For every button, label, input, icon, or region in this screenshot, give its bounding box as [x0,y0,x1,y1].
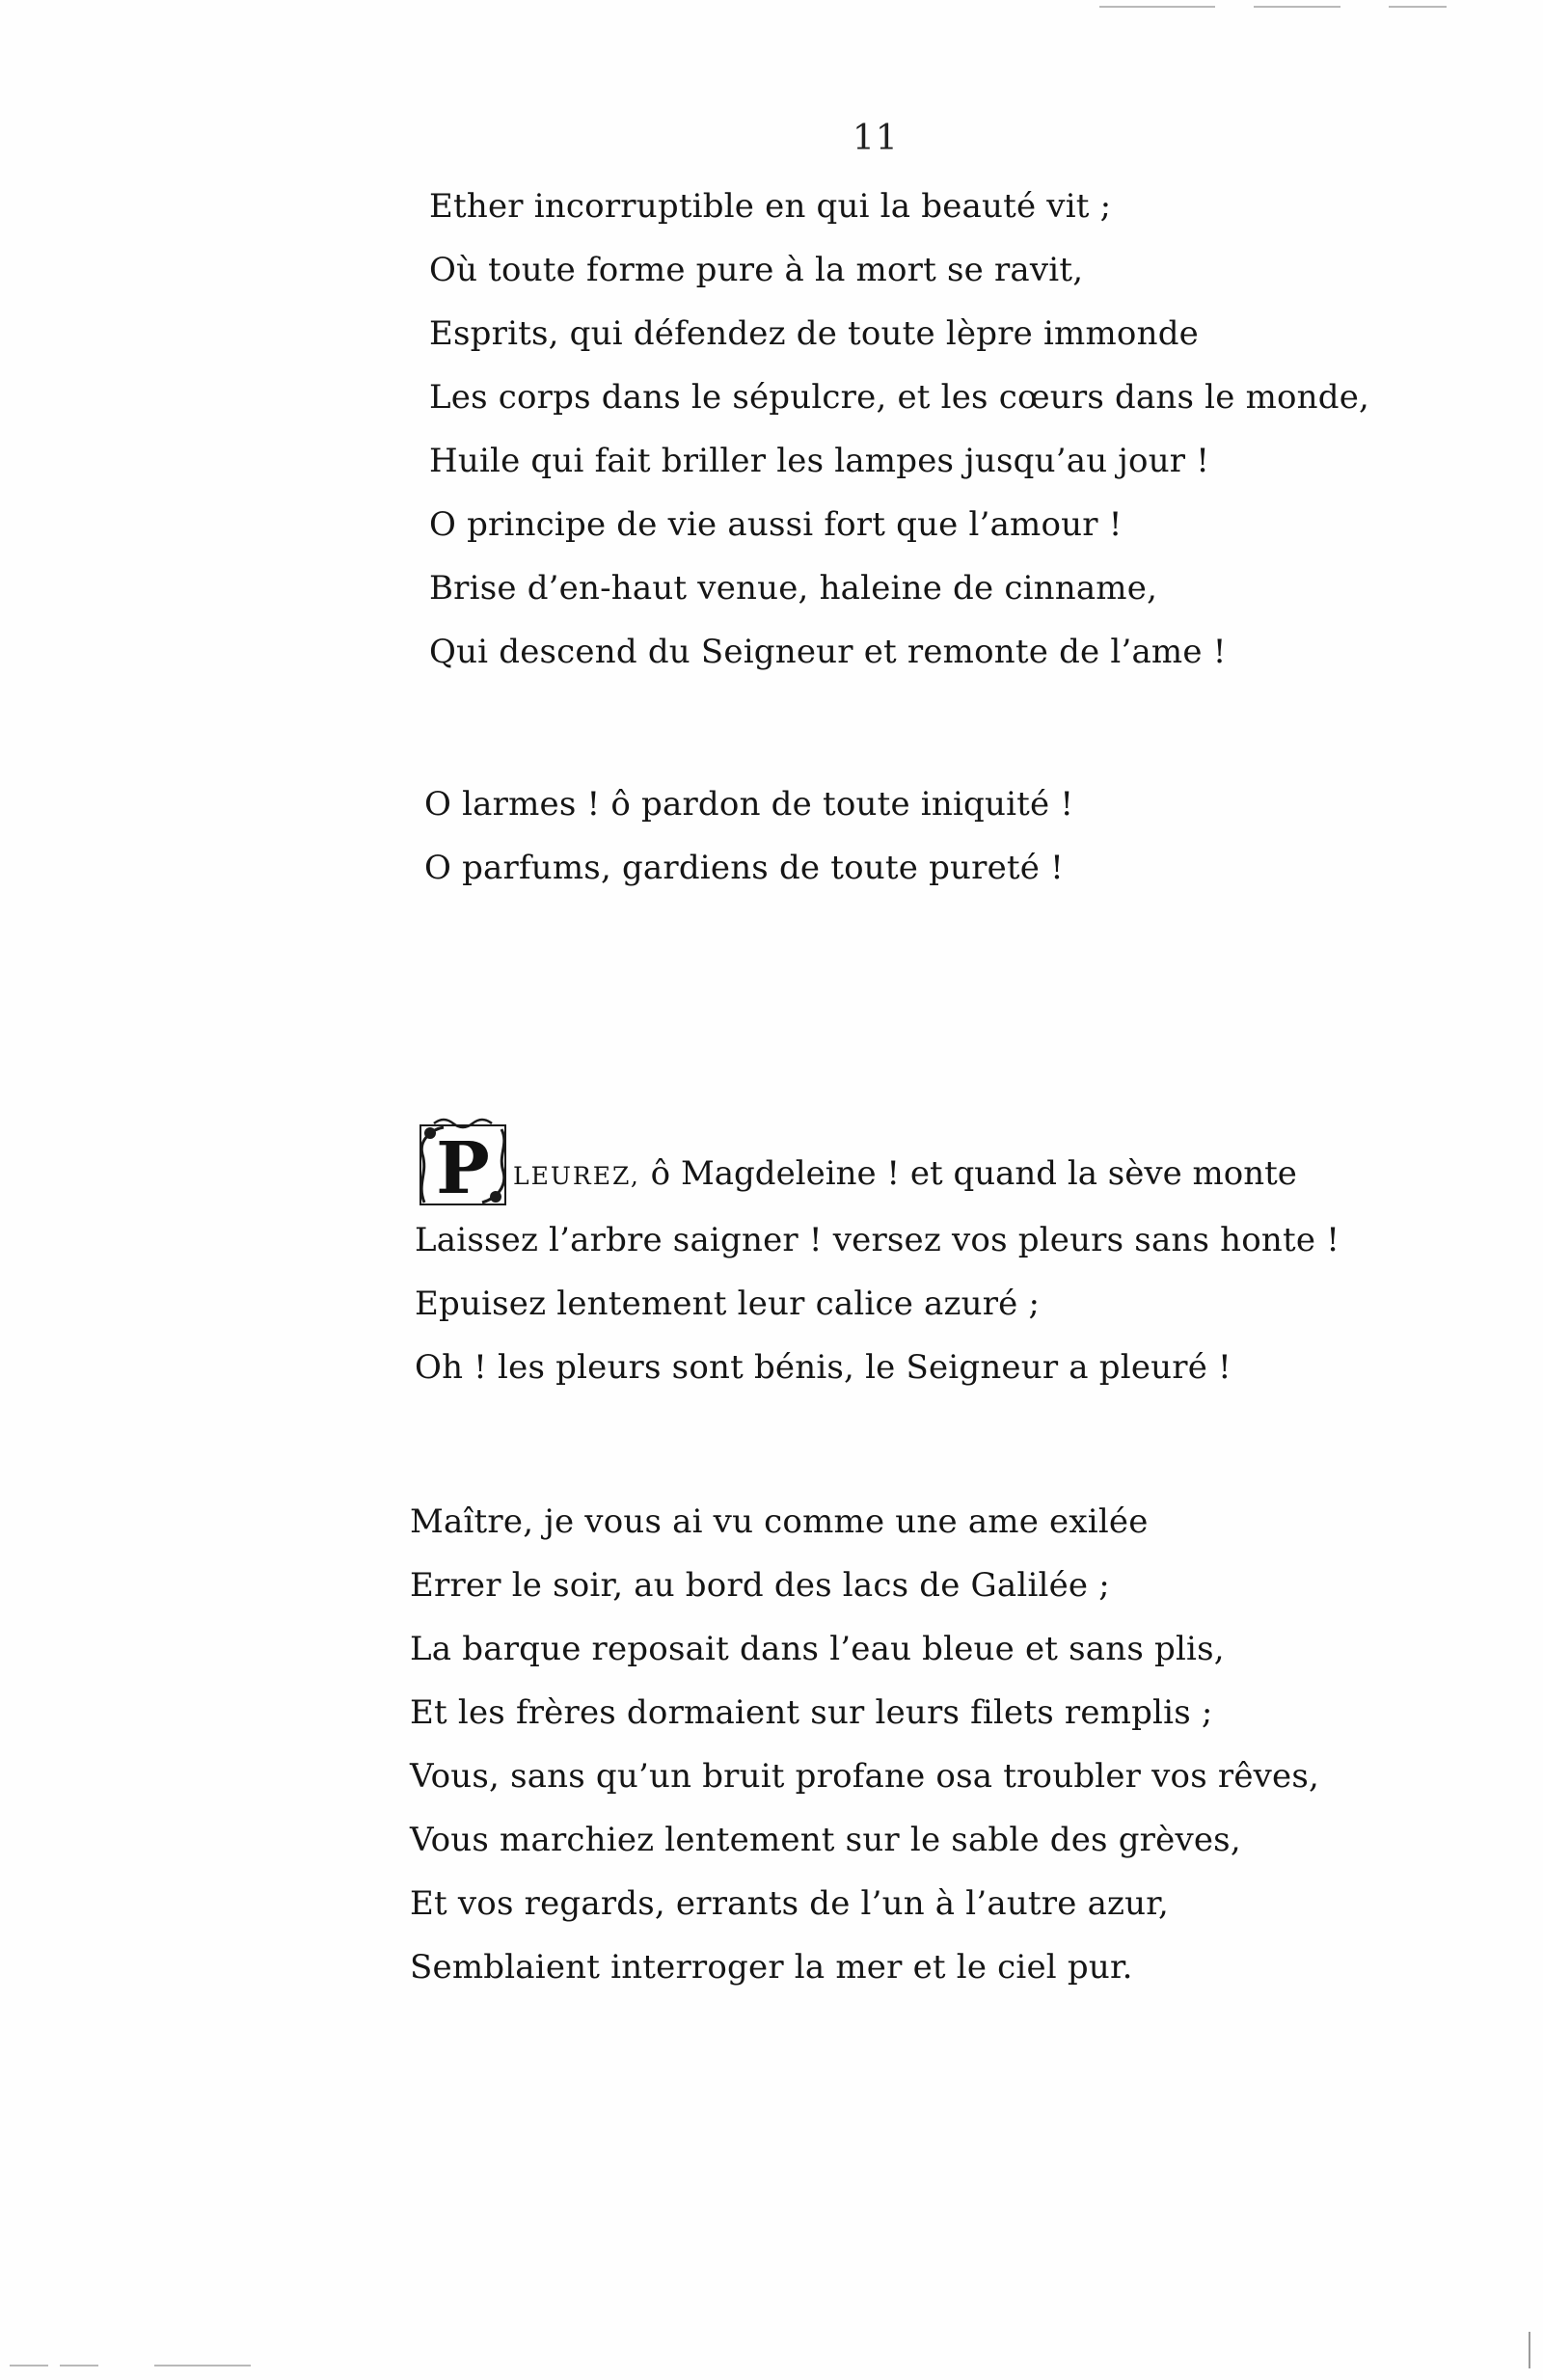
scan-edge-mark [10,2365,48,2366]
scan-edge-mark [154,2365,251,2366]
smallcaps-word: LEUREZ, [513,1162,640,1190]
svg-text:P: P [436,1127,490,1208]
stanza [424,772,1073,900]
verse-line: Huile qui fait briller les lampes jusqu’au jour ! [429,442,1210,480]
verse-line: Semblaient interroger la mer et le ciel pur. [410,1948,1133,1987]
stanza [429,175,1369,684]
verse-line: O larmes ! ô pardon de toute iniquité ! [424,785,1074,824]
verse-line: La barque reposait dans l’eau bleue et sans plis, [410,1630,1225,1668]
scan-edge-mark [60,2365,98,2366]
verse-line: Ether incorruptible en qui la beauté vit ; [429,187,1112,226]
ornamental-dropcap-icon [415,1116,511,1208]
verse-line: Laissez l’arbre saigner ! versez vos pleurs sans honte ! [415,1221,1340,1259]
verse-line: Maître, je vous ai vu comme une ame exilée [410,1502,1149,1541]
page-number: 11 [853,119,899,158]
verse-line: Oh ! les pleurs sont bénis, le Seigneur a pleuré ! [415,1348,1232,1387]
stanza [410,1490,1319,1999]
verse-line: Epuisez lentement leur calice azuré ; [415,1285,1041,1323]
scan-edge-mark [1389,6,1447,8]
verse-line-text [513,1142,1297,1208]
verse-line: Brise d’en-haut venue, haleine de cinname, [429,569,1158,608]
scan-edge-mark [1254,6,1340,8]
verse-line: Les corps dans le sépulcre, et les cœurs dans le monde, [429,378,1370,417]
verse-line: Esprits, qui défendez de toute lèpre immonde [429,314,1199,353]
scan-edge-mark [1529,2332,1530,2368]
verse-line: Et vos regards, errants de l’un à l’autre azur, [410,1884,1169,1923]
scan-edge-mark [1099,6,1215,8]
verse-line: Vous, sans qu’un bruit profane osa troubler vos rêves, [410,1757,1320,1796]
verse-line-with-dropcap [415,1116,1340,1208]
verse-line: Vous marchiez lentement sur le sable des grèves, [410,1821,1241,1859]
verse-line: O parfums, gardiens de toute pureté ! [424,849,1064,887]
stanza [415,1116,1340,1399]
verse-line-rest: ô Magdeleine ! et quand la sève monte [639,1154,1297,1193]
verse-line: O principe de vie aussi fort que l’amour ! [429,505,1123,544]
verse-line: Où toute forme pure à la mort se ravit, [429,251,1084,289]
verse-line: Errer le soir, au bord des lacs de Galilée ; [410,1566,1110,1605]
verse-line: Qui descend du Seigneur et remonte de l’ame ! [429,633,1227,671]
verse-line: Et les frères dormaient sur leurs filets remplis ; [410,1693,1213,1732]
